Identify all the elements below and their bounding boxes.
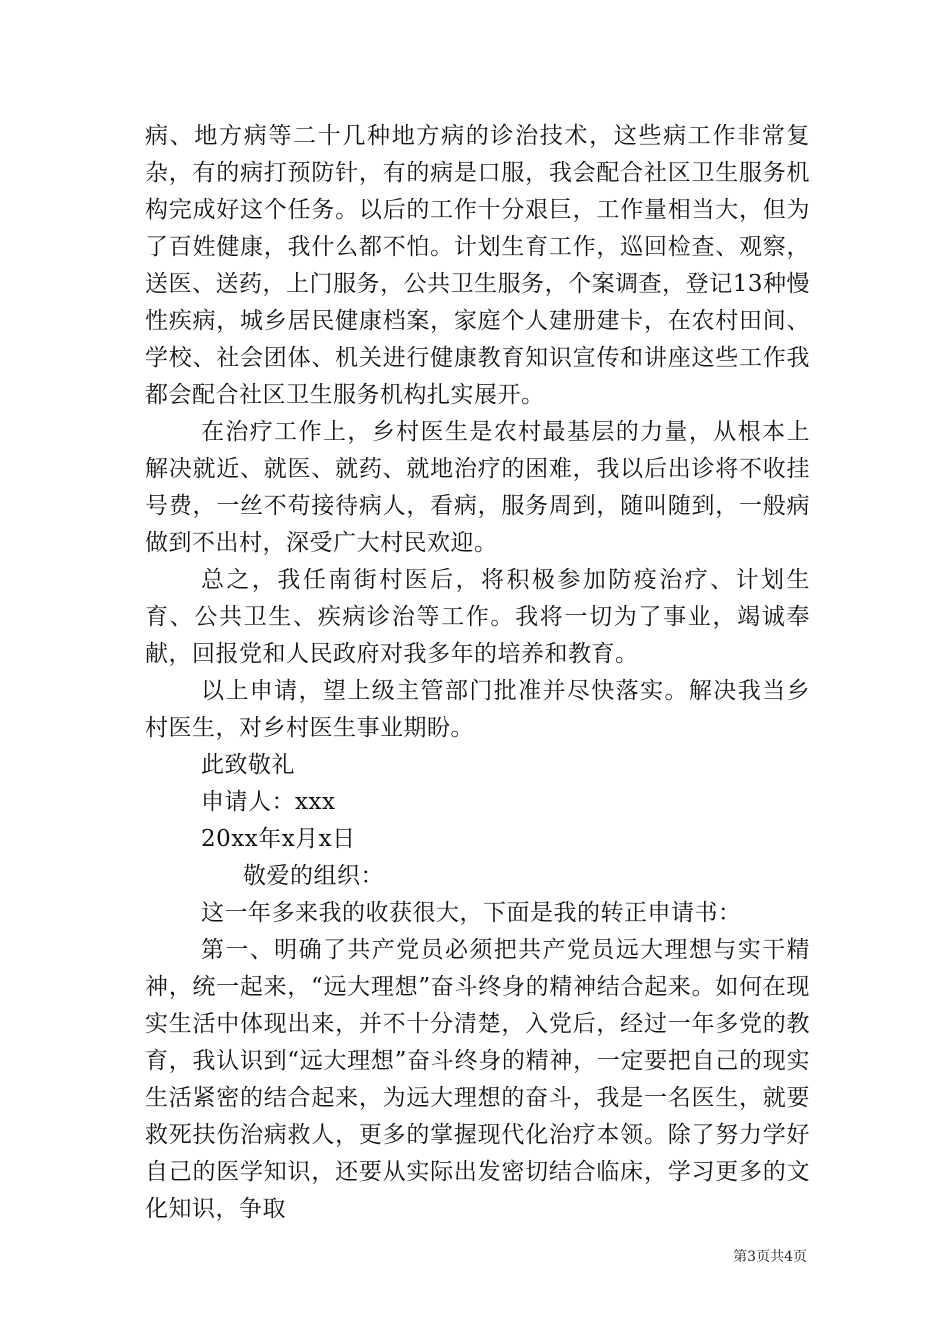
paragraph-summary: 总之，我任南街村医后，将积极参加防疫治疗、计划生育、公共卫生、疾病诊治等工作。我将一切为了事业，竭诚奉献，回报党和人民政府对我多年的培养和教育。: [145, 567, 810, 667]
paragraph-intro: 这一年多来我的收获很大，下面是我的转正申请书：: [201, 900, 742, 926]
document-body: [145, 118, 810, 1228]
paragraph-first-point: 第一、明确了共产党员必须把共产党员远大理想与实干精神，统一起来，“远大理想”奋斗终身的精神结合起来。如何在现实生活中体现出来，并不十分清楚，入党后，经过一年多党的教育，我认识到“远大理想”奋斗终身的精神，一定要把自己的现实生活紧密的结合起来，为远大理想的奋斗，我是一名医生，就要救死扶伤治病救人，更多的掌握现代化治疗本领。除了努力学好自己的医学知识，还要从实际出发密切结合临床，学习更多的文化知识，争取: [145, 937, 810, 1222]
paragraph-treatment: 在治疗工作上，乡村医生是农村最基层的力量，从根本上解决就近、就医、就药、就地治疗的困难，我以后出诊将不收挂号费，一丝不苟接待病人，看病，服务周到，随叫随到，一般病做到不出村，深受广大村民欢迎。: [145, 419, 810, 556]
paragraph-request: 以上申请，望上级主管部门批准并尽快落实。解决我当乡村医生，对乡村医生事业期盼。: [145, 678, 810, 741]
paragraph-disease-work: 病、地方病等二十几种地方病的诊治技术，这些病工作非常复杂，有的病打预防针，有的病是口服，我会配合社区卫生服务机构完成好这个任务。以后的工作十分艰巨，工作量相当大，但为了百姓健康，我什么都不怕。计划生育工作，巡回检查、观察，送医、送药，上门服务，公共卫生服务，个案调查，登记13种慢性疾病，城乡居民健康档案，家庭个人建册建卡，在农村田间、学校、社会团体、机关进行健康教育知识宣传和讲座这些工作我都会配合社区卫生服务机构扎实展开。: [145, 123, 810, 408]
greeting-organization: 敬爱的组织：: [243, 863, 384, 889]
page-number: 第3页共4页: [733, 1249, 807, 1265]
date-line: 20xx年x月x日: [201, 826, 356, 852]
salutation-closing: 此致敬礼: [201, 752, 295, 778]
applicant-line: 申请人：xxx: [201, 789, 336, 815]
